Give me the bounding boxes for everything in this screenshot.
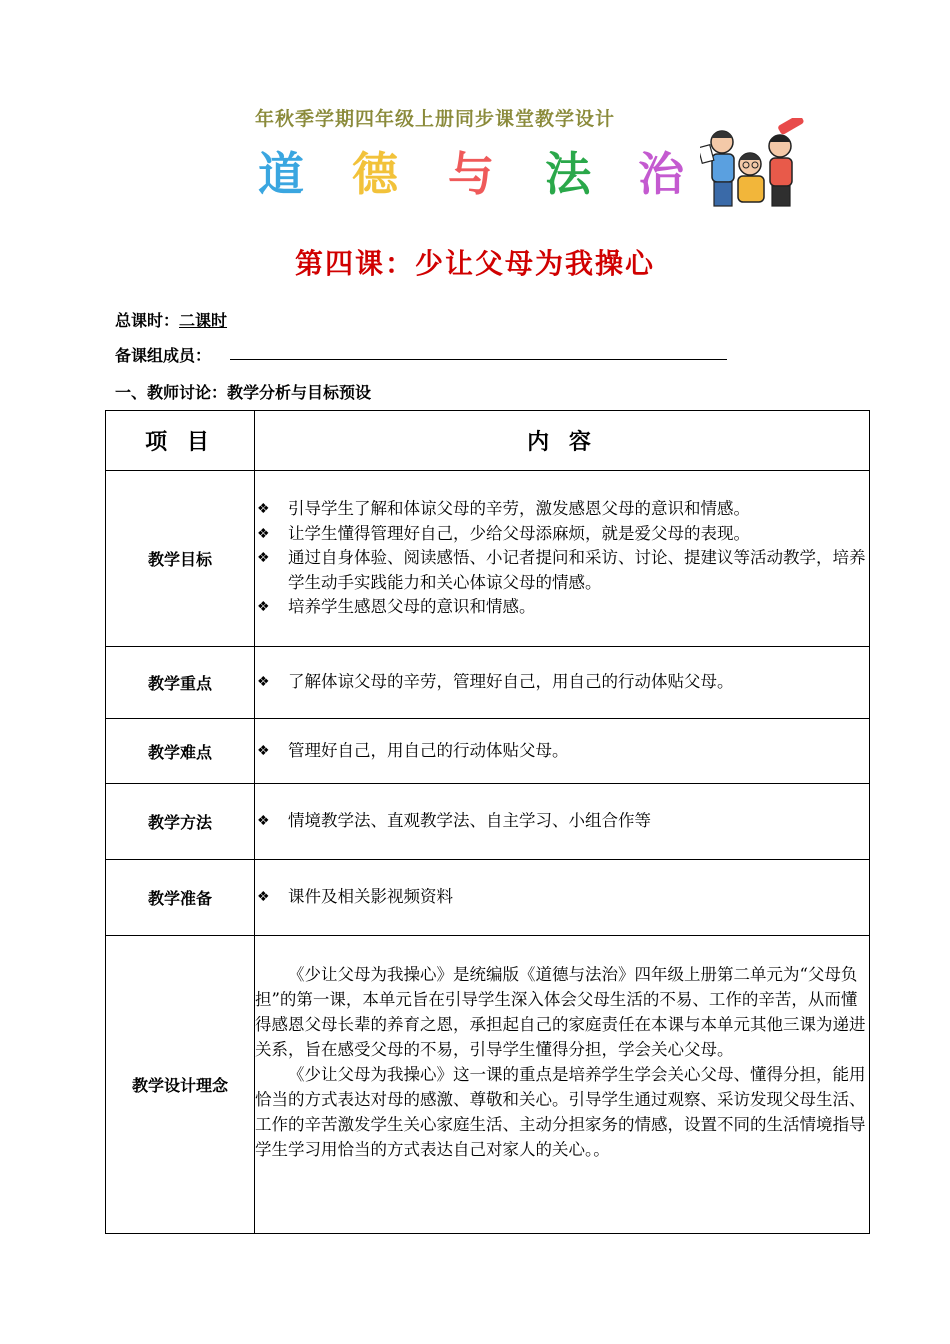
subject-char-1: 道: [258, 147, 304, 201]
section-heading: 一、教师讨论：教学分析与目标预设: [115, 383, 372, 402]
list-item: ❖ 培养学生感恩父母的意识和情感。: [255, 595, 869, 620]
list-item: ❖ 让学生懂得管理好自己，少给父母添麻烦，就是爱父母的表现。: [255, 522, 869, 547]
teaching-plan-table: [105, 410, 870, 1234]
row-label-design-concept: 教学设计理念: [106, 936, 255, 1234]
members-blank-line: [230, 359, 727, 360]
row-content-preparation: [255, 860, 870, 936]
row-content-goals: [255, 471, 870, 647]
list-item: ❖ 引导学生了解和体谅父母的辛劳，激发感恩父母的意识和情感。: [255, 497, 869, 522]
table-row: [106, 936, 870, 1234]
table-row: [106, 471, 870, 647]
bullet-icon: ❖: [257, 550, 270, 567]
total-hours-label: 总课时：: [115, 311, 180, 330]
members-label: 备课组成员：: [115, 346, 212, 365]
row-label-key-points: 教学重点: [106, 647, 255, 719]
table-row: [106, 647, 870, 719]
row-content-key-points: [255, 647, 870, 719]
table-row: [106, 719, 870, 784]
students-illustration-icon: [700, 118, 810, 210]
total-hours-value: 二课时: [179, 311, 228, 330]
list-item: ❖ 管理好自己，用自己的行动体贴父母。: [255, 739, 869, 764]
bullet-icon: ❖: [257, 501, 270, 518]
subject-char-4: 法: [545, 147, 591, 201]
table-header-row: [106, 411, 870, 471]
bullet-icon: ❖: [257, 674, 270, 691]
total-hours: [115, 308, 227, 331]
row-content-difficulties: [255, 719, 870, 784]
subject-char-5: 治: [638, 147, 684, 201]
bullet-icon: ❖: [257, 525, 270, 542]
subject-char-2: 德: [352, 147, 398, 201]
lesson-title: 第四课：少让父母为我操心: [294, 247, 655, 280]
header-subtitle: 年秋季学期四年级上册同步课堂教学设计: [255, 108, 616, 130]
paragraph: 《少让父母为我操心》是统编版《道德与法治》四年级上册第二单元为“父母负担”的第一课，本单元旨在引导学生深入体会父母生活的不易、工作的辛苦，从而懂得感恩父母长辈的养育之恩，承担起自己的家庭责任在本课与本单元其他三课为递进关系，旨在感受父母的不易，引导学生懂得分担，学会关心父母。: [255, 965, 866, 1059]
header-item: 项 目: [106, 411, 255, 471]
row-label-methods: 教学方法: [106, 784, 255, 860]
list-item: ❖ 情境教学法、直观教学法、自主学习、小组合作等: [255, 809, 869, 834]
bullet-icon: ❖: [257, 599, 270, 616]
row-content-methods: [255, 784, 870, 860]
table-row: [106, 784, 870, 860]
row-label-difficulties: 教学难点: [106, 719, 255, 784]
row-label-preparation: 教学准备: [106, 860, 255, 936]
list-item: ❖ 通过自身体验、阅读感悟、小记者提问和采访、讨论、提建议等活动教学，培养学生动手实践能力和关心体谅父母的情感。: [257, 548, 866, 592]
row-label-goals: 教学目标: [106, 471, 255, 647]
subject-title: [258, 138, 698, 201]
bullet-icon: ❖: [257, 742, 270, 759]
list-item: ❖ 课件及相关影视频资料: [255, 885, 869, 910]
table-row: [106, 860, 870, 936]
bullet-icon: ❖: [257, 813, 270, 830]
subject-char-3: 与: [448, 147, 494, 201]
row-content-design-concept: [255, 936, 870, 1234]
header-content: 内 容: [255, 411, 870, 471]
paragraph: 《少让父母为我操心》这一课的重点是培养学生学会关心父母、懂得分担，能用恰当的方式表达对母的感激、尊敬和关心。引导学生通过观察、采访发现父母生活、工作的辛苦激发学生关心家庭生活、主动分担家务的情感，设置不同的生活情境指导学生学习用恰当的方式表达自己对家人的关心。。: [255, 1065, 866, 1159]
list-item: ❖ 了解体谅父母的辛劳，管理好自己，用自己的行动体贴父母。: [255, 670, 869, 695]
bullet-icon: ❖: [257, 889, 270, 906]
